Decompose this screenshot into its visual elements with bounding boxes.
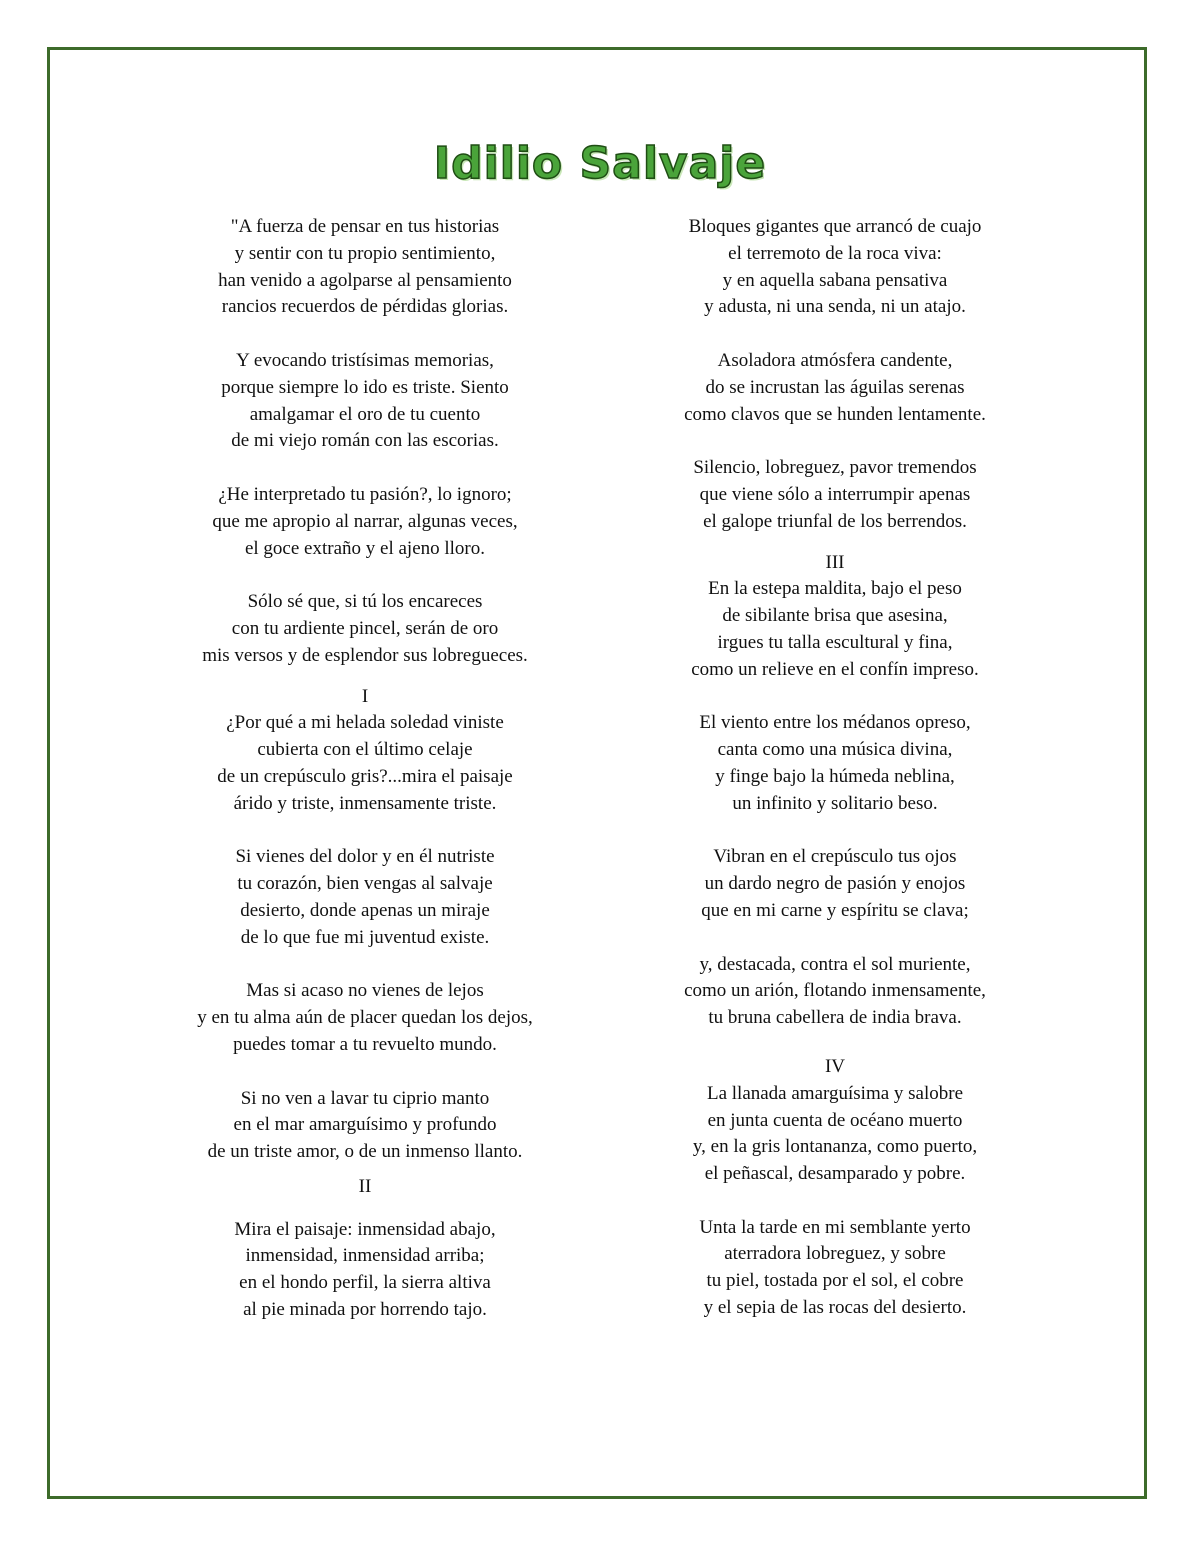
verse-line: inmensidad, inmensidad arriba;: [245, 1245, 485, 1267]
verse-line: Si no ven a lavar tu ciprio manto: [240, 1087, 490, 1109]
verse-line: y finge bajo la húmeda neblina,: [715, 765, 955, 787]
verse-line: en el mar amarguísimo y profundo: [233, 1114, 497, 1136]
verse-line: Mira el paisaje: inmensidad abajo,: [234, 1218, 496, 1240]
stanza: [160, 844, 570, 951]
verse-line: rancios recuerdos de pérdidas glorias.: [221, 296, 509, 318]
verse-line: puedes tomar a tu revuelto mundo.: [233, 1033, 497, 1055]
stanza: [160, 589, 570, 669]
section-numeral-iii: III: [825, 551, 845, 573]
verse-line: tu piel, tostada por el sol, el cobre: [706, 1270, 964, 1292]
verse-line: Si vienes del dolor y en él nutriste: [235, 846, 495, 868]
verse-line: un dardo negro de pasión y enojos: [704, 873, 966, 895]
verse-line: de un crepúsculo gris?...mira el paisaje: [217, 765, 513, 787]
verse-line: Asoladora atmósfera candente,: [717, 349, 953, 371]
verse-line: irgues tu talla escultural y fina,: [717, 631, 953, 653]
verse-line: y adusta, ni una senda, ni un atajo.: [704, 296, 966, 318]
verse-line: desierto, donde apenas un miraje: [240, 899, 490, 921]
verse-line: "A fuerza de pensar en tus historias: [230, 216, 500, 237]
verse-line: y en tu alma aún de placer quedan los dejos,: [197, 1007, 533, 1029]
verse-line: tu corazón, bien vengas al salvaje: [237, 873, 493, 895]
verse-line: de lo que fue mi juventud existe.: [240, 926, 490, 948]
poem-title: Idilio Salvaje: [433, 138, 767, 189]
stanza: [630, 844, 1040, 924]
verse-line: han venido a agolparse al pensamiento: [218, 269, 512, 291]
verse-line: Bloques gigantes que arrancó de cuajo: [688, 216, 982, 237]
verse-line: amalgamar el oro de tu cuento: [249, 403, 481, 425]
verse-line: aterradora lobreguez, y sobre: [724, 1243, 946, 1265]
stanza: [630, 1215, 1040, 1322]
verse-line: de sibilante brisa que asesina,: [722, 605, 948, 627]
verse-line: ¿He interpretado tu pasión?, lo ignoro;: [218, 483, 512, 505]
verse-line: el peñascal, desamparado y pobre.: [704, 1163, 966, 1185]
section-numeral-i: I: [361, 685, 369, 707]
stanza: [160, 348, 570, 455]
verse-line: con tu ardiente pincel, serán de oro: [231, 617, 499, 639]
stanza: [630, 455, 1040, 535]
section-numeral-iv: IV: [824, 1055, 846, 1077]
verse-line: mis versos y de esplendor sus lobregueces.: [202, 644, 528, 666]
verse-line: y en aquella sabana pensativa: [722, 269, 948, 291]
section-numeral-ii: II: [358, 1175, 372, 1197]
verse-line: Mas si acaso no vienes de lejos: [246, 980, 484, 1002]
stanza: [160, 978, 570, 1058]
verse-line: La llanada amarguísima y salobre: [706, 1082, 964, 1104]
verse-line: y el sepia de las rocas del desierto.: [703, 1297, 967, 1319]
verse-line: Silencio, lobreguez, pavor tremendos: [693, 457, 977, 479]
verse-line: en junta cuenta de océano muerto: [707, 1109, 963, 1131]
verse-line: ¿Por qué a mi helada soledad viniste: [226, 712, 504, 734]
verse-line: de un triste amor, o de un inmenso llanto.: [207, 1141, 523, 1163]
verse-line: en el hondo perfil, la sierra altiva: [239, 1272, 491, 1294]
stanza: [160, 482, 570, 562]
stanza: [630, 1081, 1040, 1188]
verse-line: y sentir con tu propio sentimiento,: [234, 242, 496, 264]
verse-line: como un arión, flotando inmensamente,: [684, 980, 986, 1002]
verse-line: al pie minada por horrendo tajo.: [243, 1299, 487, 1321]
stanza: [160, 710, 570, 817]
verse-line: de mi viejo román con las escorias.: [231, 430, 499, 452]
left-column: [160, 214, 570, 1351]
verse-line: y, destacada, contra el sol muriente,: [699, 953, 971, 975]
verse-line: el terremoto de la roca viva:: [728, 242, 942, 264]
stanza: [630, 952, 1040, 1032]
verse-line: como un relieve en el confín impreso.: [691, 658, 979, 680]
verse-line: Unta la tarde en mi semblante yerto: [699, 1216, 971, 1238]
stanza: [160, 214, 570, 321]
verse-line: que en mi carne y espíritu se clava;: [701, 899, 969, 921]
stanza: [630, 710, 1040, 817]
verse-line: do se incrustan las águilas serenas: [705, 376, 965, 398]
verse-line: El viento entre los médanos opreso,: [699, 712, 971, 734]
verse-line: un infinito y solitario beso.: [732, 792, 938, 814]
verse-line: como clavos que se hunden lentamente.: [684, 403, 986, 425]
stanza: [160, 1086, 570, 1166]
verse-line: En la estepa maldita, bajo el peso: [708, 578, 962, 600]
verse-line: cubierta con el último celaje: [257, 739, 473, 761]
verse-line: el goce extraño y el ajeno lloro.: [244, 537, 486, 559]
verse-line: Vibran en el crepúsculo tus ojos: [713, 846, 957, 868]
verse-line: y, en la gris lontananza, como puerto,: [692, 1136, 978, 1158]
verse-line: tu bruna cabellera de india brava.: [708, 1007, 962, 1029]
verse-line: que me apropio al narrar, algunas veces,: [212, 510, 518, 532]
stanza: [630, 214, 1040, 321]
verse-line: Y evocando tristísimas memorias,: [236, 349, 494, 371]
stanza: [160, 1217, 570, 1324]
verse-line: que viene sólo a interrumpir apenas: [699, 483, 971, 505]
right-column: [630, 214, 1040, 1349]
verse-line: canta como una música divina,: [717, 739, 953, 761]
stanza: [630, 348, 1040, 428]
verse-line: Sólo sé que, si tú los encareces: [247, 591, 483, 613]
stanza: [630, 576, 1040, 683]
verse-line: el galope triunfal de los berrendos.: [703, 510, 967, 532]
verse-line: árido y triste, inmensamente triste.: [233, 792, 497, 814]
verse-line: porque siempre lo ido es triste. Siento: [221, 376, 509, 398]
